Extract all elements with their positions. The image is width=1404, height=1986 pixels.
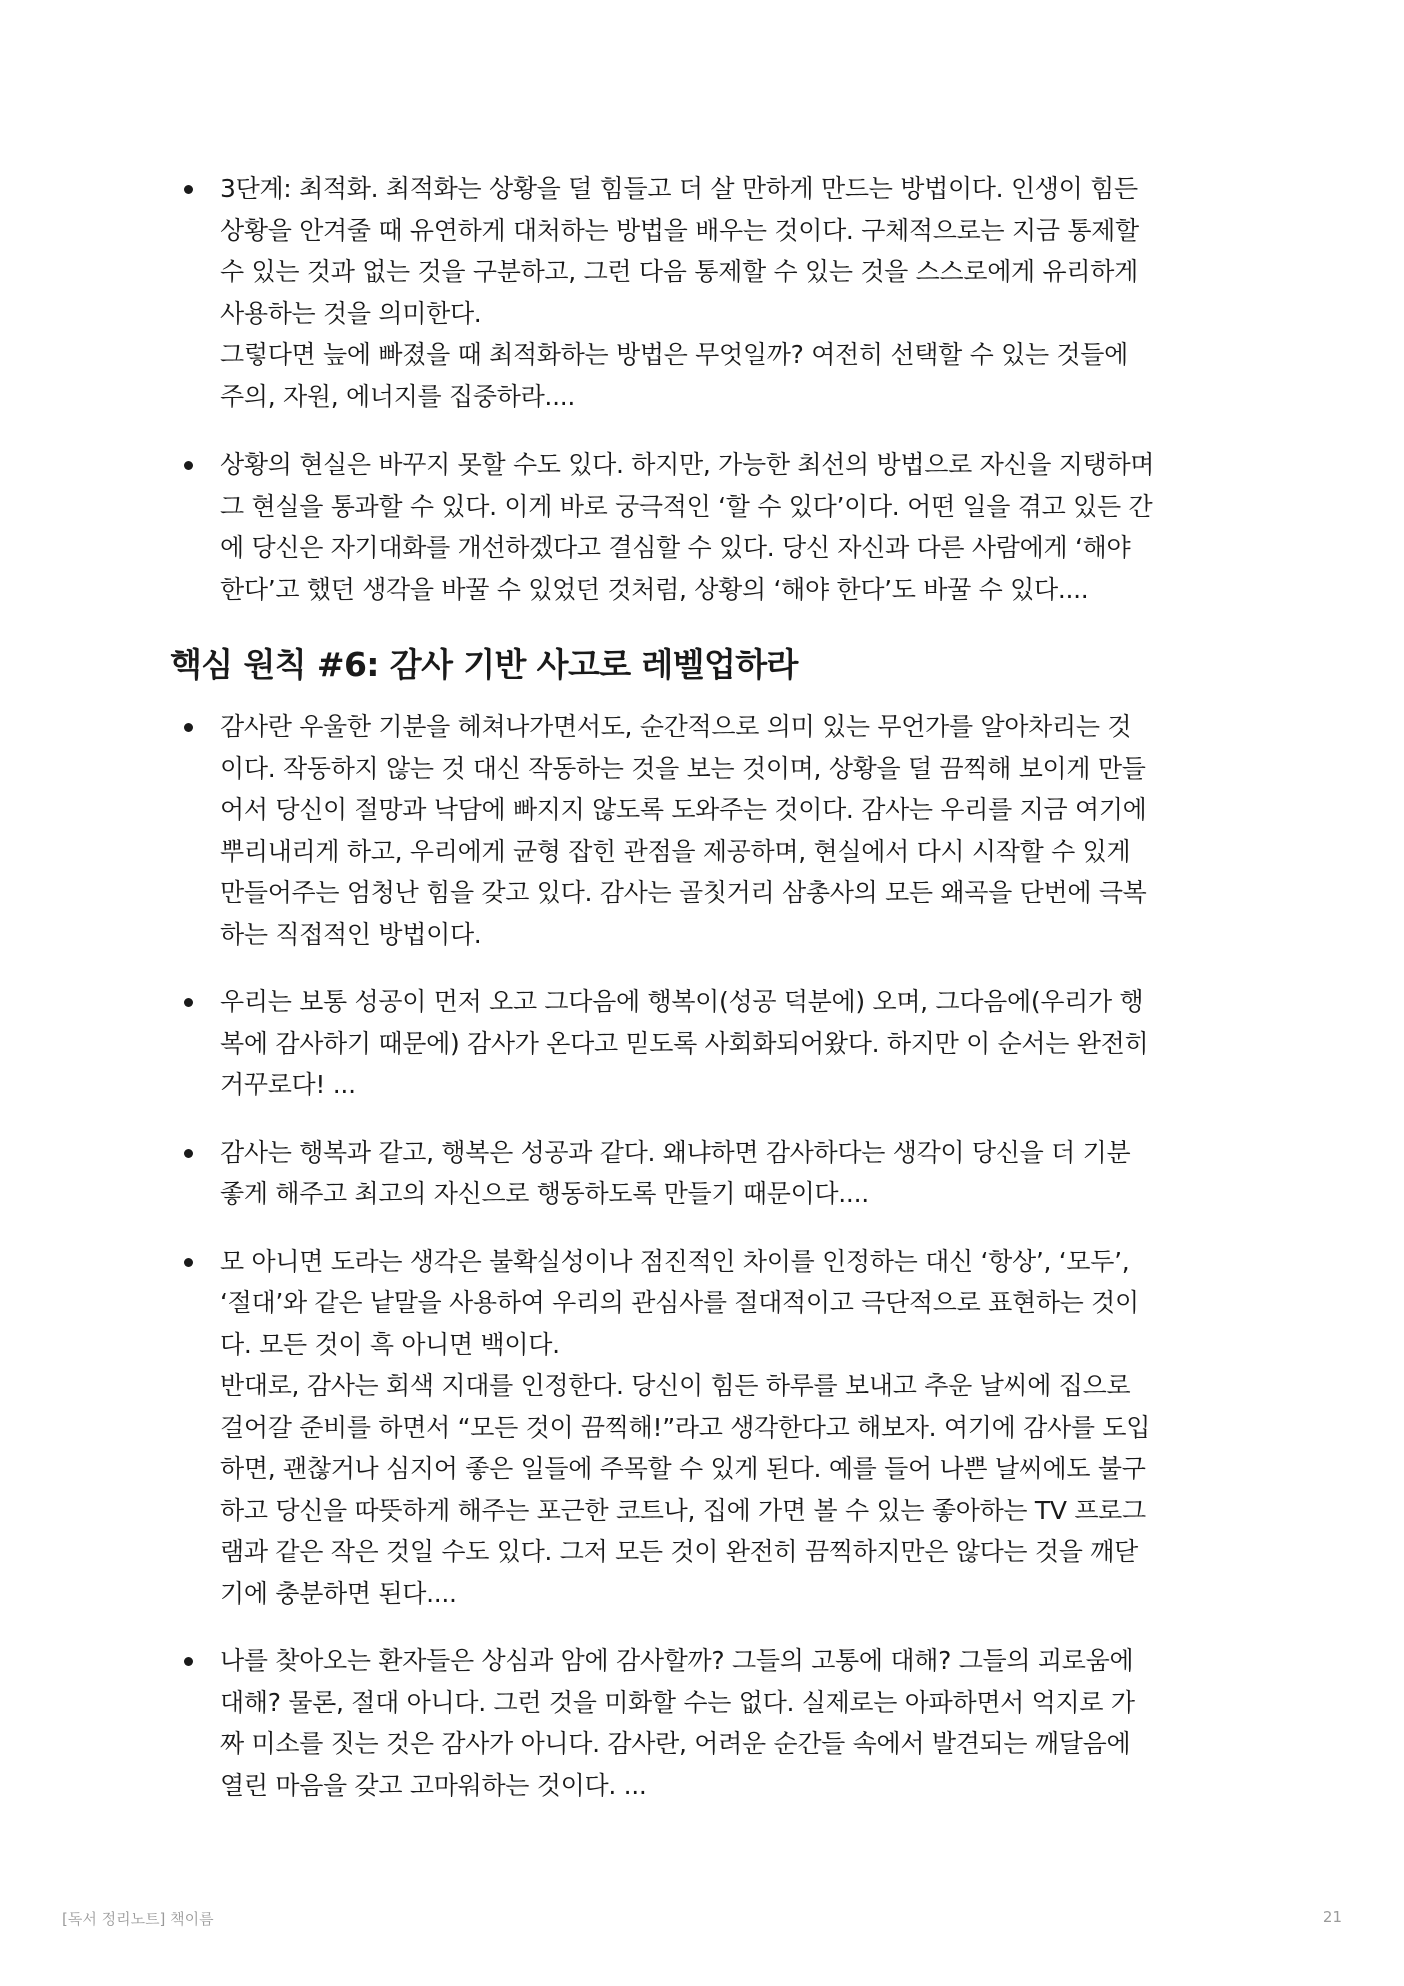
bullet-list-gratitude xyxy=(170,706,1250,1832)
paragraph: 3단계: 최적화. 최적화는 상황을 덜 힘들고 더 살 만하게 만드는 방법이다. 인생이 힘든 상황을 안겨줄 때 유연하게 대처하는 방법을 배우는 것이다. 구체적으로는 지금 통제할 수 있는 것과 없는 것을 구분하고, 그런 다음 통제할 수 있는 것을 스스로에게 유리하게 사용하는 것을 의미한다. xyxy=(220,174,1139,328)
list-item xyxy=(170,444,1250,610)
paragraph: 상황의 현실은 바꾸지 못할 수도 있다. 하지만, 가능한 최선의 방법으로 자신을 지탱하며 그 현실을 통과할 수 있다. 이게 바로 궁극적인 ‘할 수 있다’이다. 어떤 일을 겪고 있든 간 에 당신은 자기대화를 개선하겠다고 결심할 수 있다. 당신 자신과 다른 사람에게 ‘해야 한다’고 했던 생각을 바꿀 수 있었던 것처럼, 상황의 ‘해야 한다’도 바꿀 수 있다.... xyxy=(220,450,1155,604)
paragraph: 모 아니면 도라는 생각은 불확실성이나 점진적인 차이를 인정하는 대신 ‘항상’, ‘모두’, ‘절대’와 같은 낱말을 사용하여 우리의 관심사를 절대적이고 극단적으로 표현하는 것이 다. 모든 것이 흑 아니면 백이다. xyxy=(220,1246,1139,1359)
footer-title: [독서 정리노트] 책이름 xyxy=(62,1910,214,1928)
paragraph: 반대로, 감사는 회색 지대를 인정한다. 당신이 힘든 하루를 보내고 추운 날씨에 집으로 걸어갈 준비를 하면서 “모든 것이 끔찍해!”라고 생각한다고 해보자. 여기에 감사를 도입 하면, 괜찮거나 심지어 좋은 일들에 주목할 수 있게 된다. 예를 들어 나쁜 날씨에도 불구 하고 당신을 따뜻하게 해주는 포근한 코트나, 집에 가면 볼 수 있는 좋아하는 TV 프로그 램과 같은 작은 것일 수도 있다. 그저 모든 것이 완전히 끔찍하지만은 않다는 것을 깨닫 기에 충분하면 된다.... xyxy=(220,1371,1151,1608)
list-item xyxy=(170,168,1250,417)
list-item xyxy=(170,1640,1250,1806)
paragraph: 나를 찾아오는 환자들은 상심과 암에 감사할까? 그들의 고통에 대해? 그들의 괴로움에 대해? 물론, 절대 아니다. 그런 것을 미화할 수는 없다. 실제로는 아파하면서 억지로 가 짜 미소를 짓는 것은 감사가 아니다. 감사란, 어려운 순간들 속에서 발견되는 깨달음에 열린 마음을 갖고 고마워하는 것이다. ... xyxy=(220,1646,1135,1800)
list-item xyxy=(170,1132,1250,1215)
page-number: 21 xyxy=(1322,1908,1342,1926)
bullet-list-optimization xyxy=(170,168,1250,610)
list-item xyxy=(170,981,1250,1106)
section-heading: 핵심 원칙 #6: 감사 기반 사고로 레벨업하라 xyxy=(170,645,798,684)
list-item xyxy=(170,706,1250,955)
list-item xyxy=(170,1241,1250,1615)
paragraph: 감사는 행복과 같고, 행복은 성공과 같다. 왜냐하면 감사하다는 생각이 당신을 더 기분 좋게 해주고 최고의 자신으로 행동하도록 만들기 때문이다.... xyxy=(220,1137,1131,1208)
paragraph: 감사란 우울한 기분을 헤쳐나가면서도, 순간적으로 의미 있는 무언가를 알아차리는 것 이다. 작동하지 않는 것 대신 작동하는 것을 보는 것이며, 상황을 덜 끔찍해 보이게 만들 어서 당신이 절망과 낙담에 빠지지 않도록 도와주는 것이다. 감사는 우리를 지금 여기에 뿌리내리게 하고, 우리에게 균형 잡힌 관점을 제공하며, 현실에서 다시 시작할 수 있게 만들어주는 엄청난 힘을 갖고 있다. 감사는 골칫거리 삼총사의 모든 왜곡을 단번에 극복 하는 직접적인 방법이다. xyxy=(220,712,1147,949)
paragraph: 그렇다면 늪에 빠졌을 때 최적화하는 방법은 무엇일까? 여전히 선택할 수 있는 것들에 주의, 자원, 에너지를 집중하라.... xyxy=(220,340,1128,411)
paragraph: 우리는 보통 성공이 먼저 오고 그다음에 행복이(성공 덕분에) 오며, 그다음에(우리가 행 복에 감사하기 때문에) 감사가 온다고 믿도록 사회화되어왔다. 하지만 이 순서는 완전히 거꾸로다! ... xyxy=(220,987,1149,1099)
